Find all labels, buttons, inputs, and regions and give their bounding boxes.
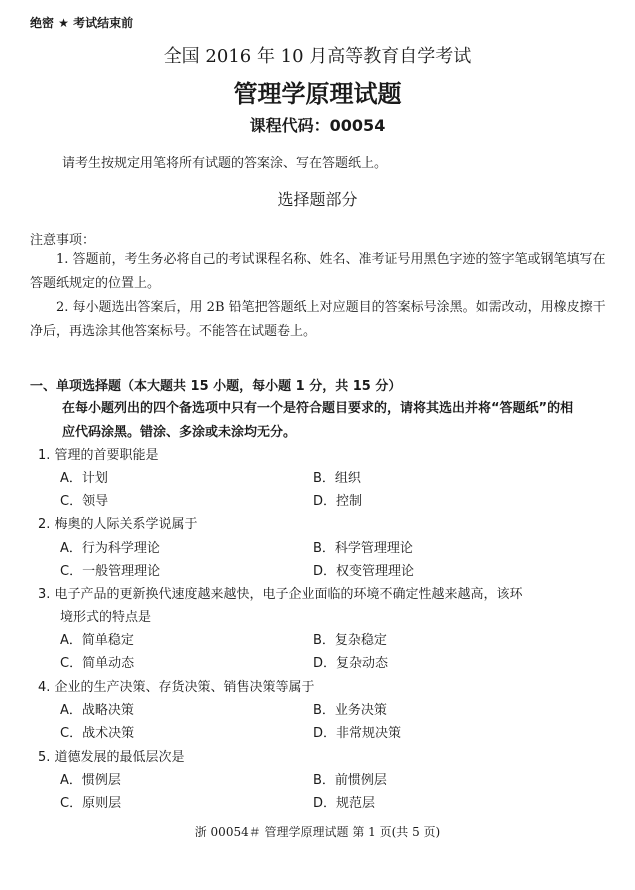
question-stem: 2. 梅奥的人际关系学说属于 bbox=[38, 517, 198, 532]
option-d: D．非常规决策 bbox=[313, 726, 402, 741]
exam-title: 全国 2016 年 10 月高等教育自学考试 bbox=[163, 46, 472, 67]
option-a: A．行为科学理论 bbox=[60, 541, 160, 556]
confidential-label: 绝密 ★ 考试结束前 bbox=[30, 16, 134, 30]
course-code: 课程代码：00054 bbox=[249, 116, 386, 135]
option-c: C．简单动态 bbox=[60, 656, 135, 671]
option-c: C．战术决策 bbox=[60, 726, 135, 741]
option-c: C．一般管理理论 bbox=[60, 564, 161, 579]
paper-title: 管理学原理试题 bbox=[233, 80, 402, 108]
option-b: B．组织 bbox=[313, 471, 361, 486]
page-footer: 浙 00054＃ 管理学原理试题 第 1 页(共 5 页) bbox=[194, 825, 441, 839]
answer-instruction: 请考生按规定用笔将所有试题的答案涂、写在答题纸上。 bbox=[62, 156, 388, 171]
option-b: B．科学管理理论 bbox=[313, 541, 413, 556]
question-stem: 4. 企业的生产决策、存货决策、销售决策等属于 bbox=[38, 680, 315, 695]
option-d: D．权变管理理论 bbox=[313, 564, 415, 579]
option-c: C．原则层 bbox=[60, 796, 122, 811]
note-item-1: 1. 答题前，考生务必将自己的考试课程名称、姓名、准考证号用黑色字迹的签字笔或钢笔填写在答题纸规定的位置上。 bbox=[30, 252, 606, 291]
question-stem: 1. 管理的首要职能是 bbox=[38, 448, 159, 463]
option-a: A．战略决策 bbox=[60, 703, 134, 718]
question-stem: 5. 道德发展的最低层次是 bbox=[38, 750, 185, 765]
option-d: D．复杂动态 bbox=[313, 656, 389, 671]
option-a: A．简单稳定 bbox=[60, 633, 134, 648]
option-a: A．惯例层 bbox=[60, 773, 121, 788]
part-title: 选择题部分 bbox=[277, 190, 358, 209]
note-item-2: 2. 每小题选出答案后，用 2B 铅笔把答题纸上对应题目的答案标号涂黑。如需改动，用橡皮擦干净后，再选涂其他答案标号。不能答在试题卷上。 bbox=[30, 300, 606, 339]
section-description: 在每小题列出的四个备选项中只有一个是符合题目要求的，请将其选出并将“答题纸”的相应代码涂黑。错涂、多涂或未涂均无分。 bbox=[62, 401, 574, 440]
option-d: D．控制 bbox=[313, 494, 363, 509]
option-b: B．业务决策 bbox=[313, 703, 387, 718]
notes-heading: 注意事项： bbox=[30, 233, 96, 248]
option-b: B．复杂稳定 bbox=[313, 633, 387, 648]
option-d: D．规范层 bbox=[313, 796, 376, 811]
option-c: C．领导 bbox=[60, 494, 109, 509]
question-stem: 3. 电子产品的更新换代速度越来越快，电子企业面临的环境不确定性越来越高，该环 bbox=[38, 587, 523, 602]
question-stem-continued: 境形式的特点是 bbox=[60, 610, 152, 625]
option-a: A．计划 bbox=[60, 471, 108, 486]
section-title: 一、单项选择题（本大题共 15 小题，每小题 1 分，共 15 分） bbox=[30, 379, 402, 394]
option-b: B．前惯例层 bbox=[313, 773, 387, 788]
